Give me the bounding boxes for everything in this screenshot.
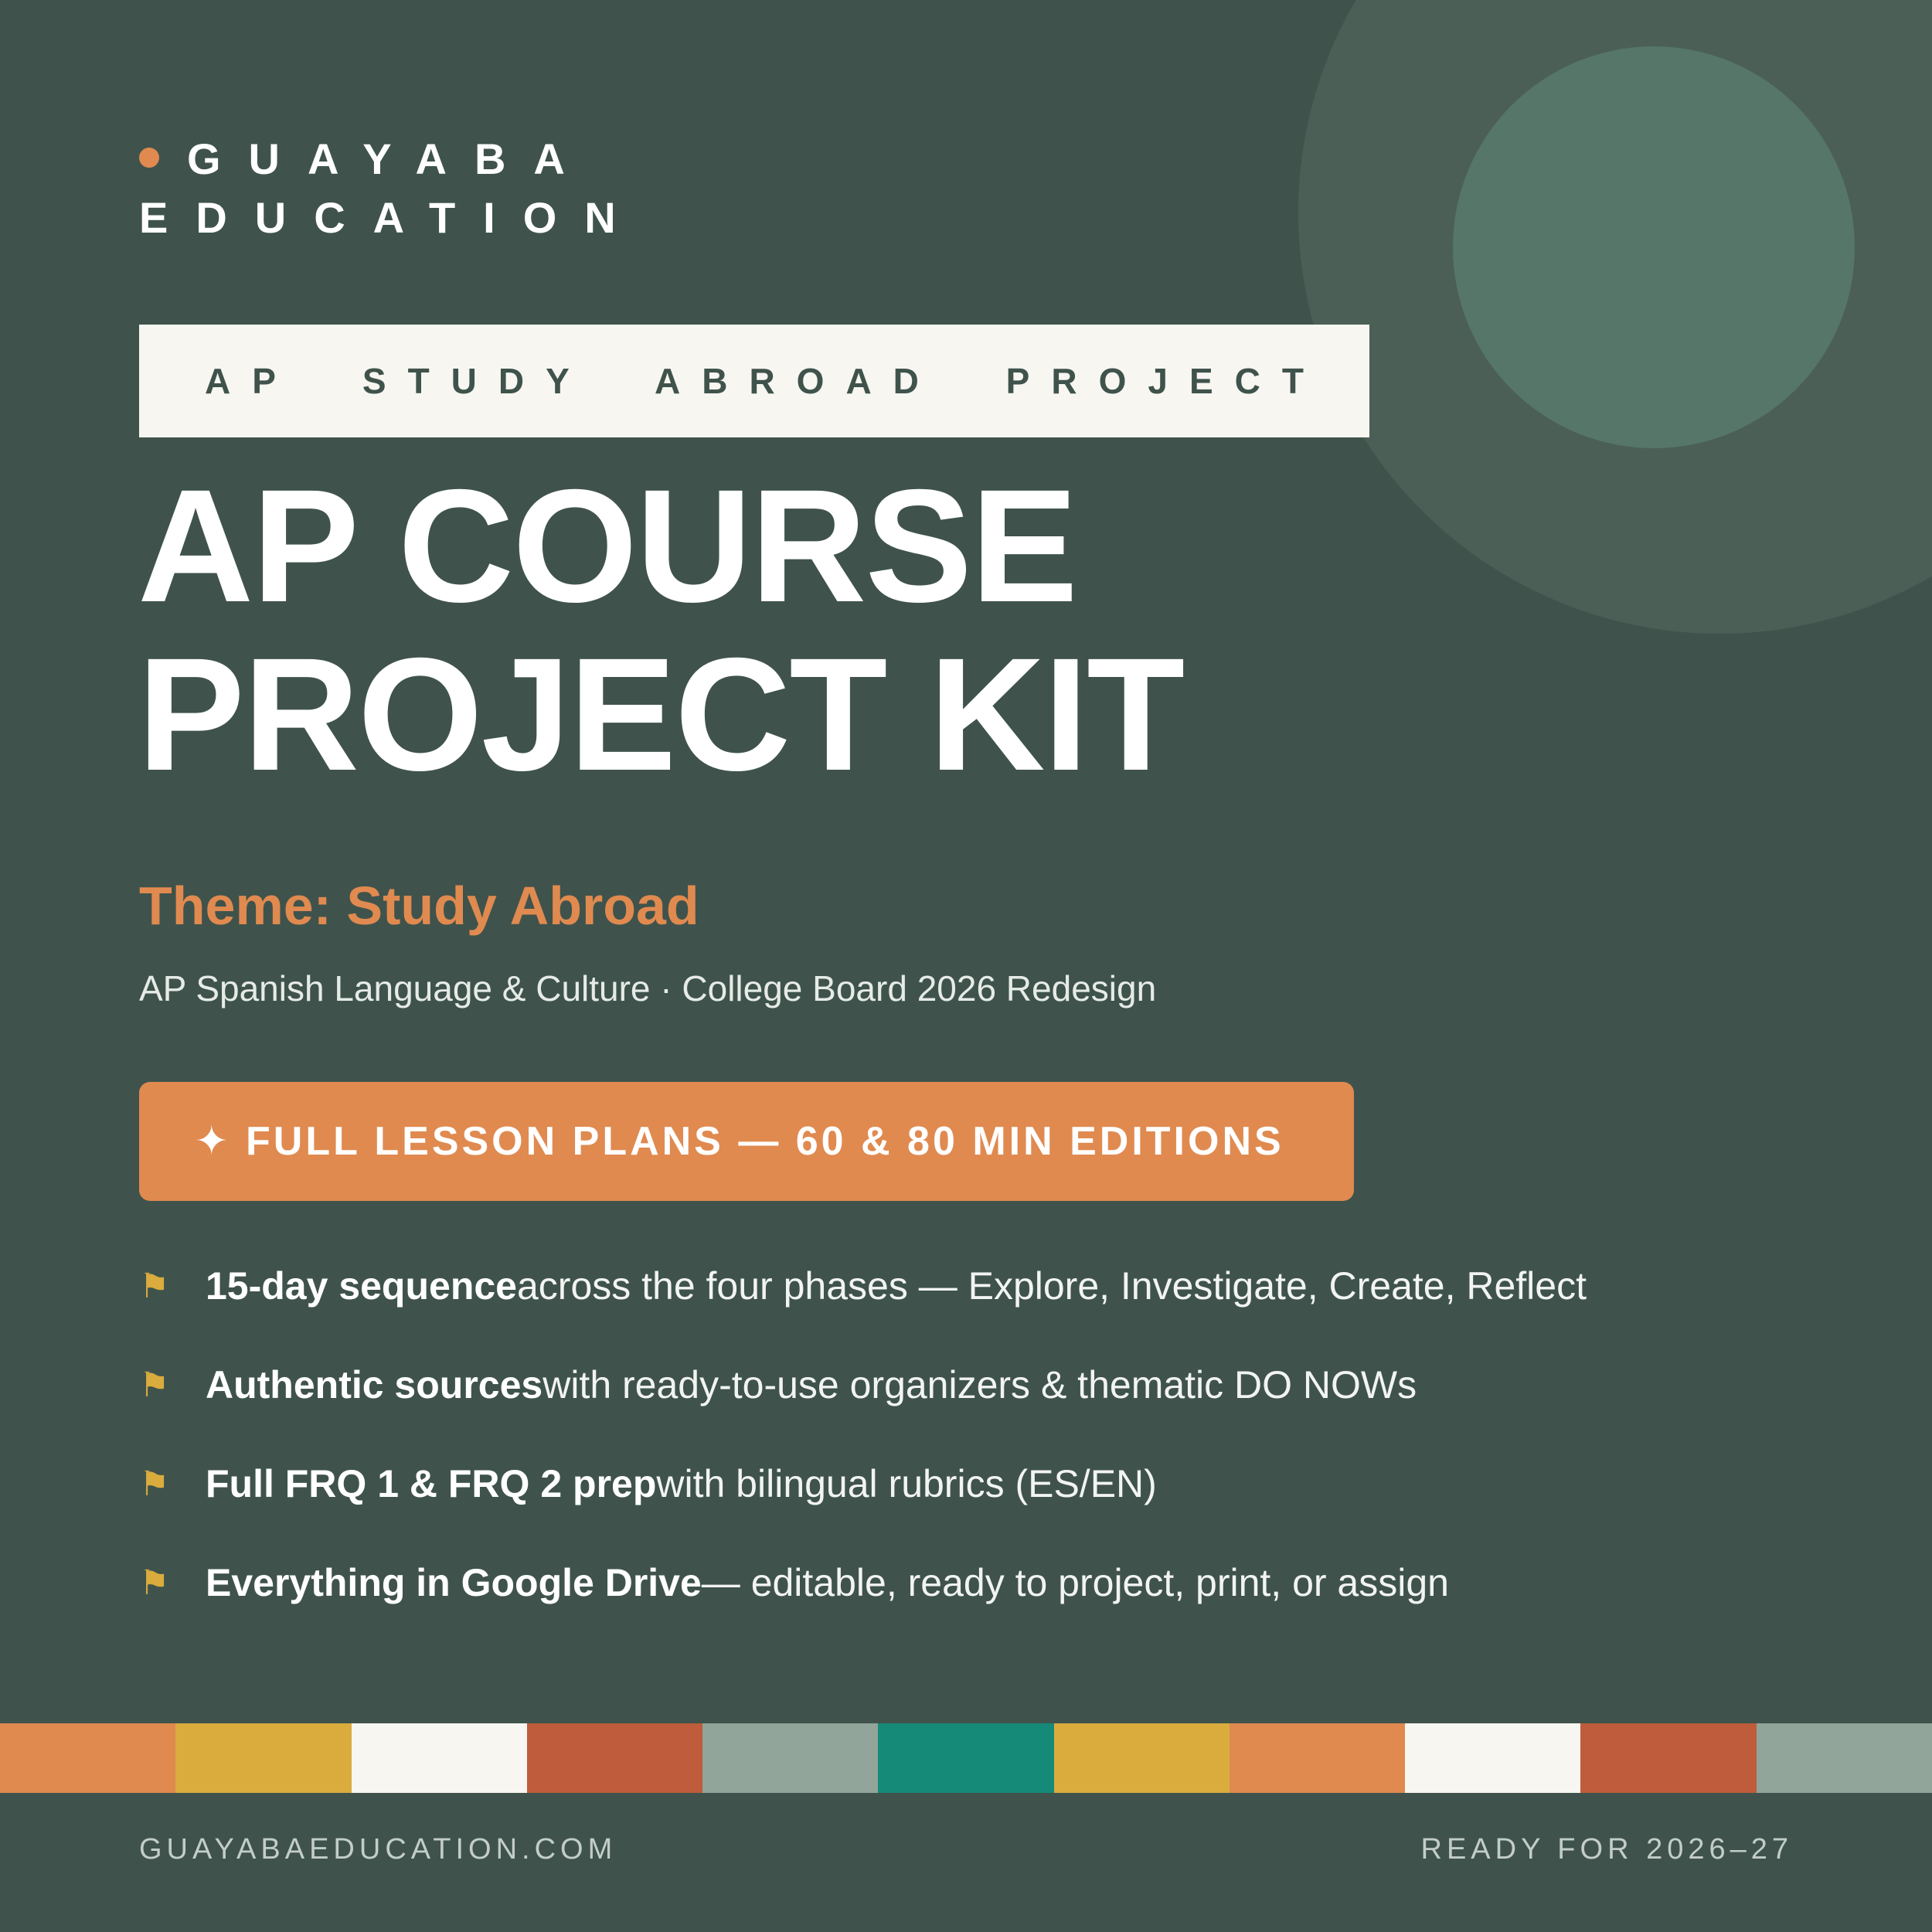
stripe-segment (352, 1723, 527, 1793)
stripe-segment (1757, 1723, 1932, 1793)
stripe-segment (1054, 1723, 1230, 1793)
stripe-segment (1405, 1723, 1580, 1793)
feature-bold-text: 15-day sequence (206, 1264, 517, 1308)
main-title (138, 457, 1184, 804)
lesson-plans-banner (139, 1082, 1354, 1201)
feature-list (139, 1236, 1587, 1632)
stripe-segment (702, 1723, 878, 1793)
decorative-inner-circle (1453, 46, 1855, 448)
project-label: AP STUDY ABROAD PROJECT (205, 361, 1325, 401)
project-label-bar (139, 325, 1369, 437)
feature-item (139, 1236, 1587, 1335)
brand-dot-icon (139, 148, 159, 168)
color-stripe (0, 1723, 1932, 1793)
feature-item (139, 1335, 1587, 1434)
feature-item (139, 1533, 1587, 1632)
website-link[interactable]: GUAYABAEDUCATION.COM (139, 1833, 617, 1866)
brand-name-line1: GUAYABA (187, 134, 593, 183)
stripe-segment (175, 1723, 351, 1793)
feature-rest-text: — editable, ready to project, print, or assign (701, 1561, 1449, 1604)
feature-bold-text: Full FRQ 1 & FRQ 2 prep (206, 1462, 657, 1505)
brand-logo (139, 130, 644, 247)
stripe-segment (878, 1723, 1053, 1793)
ready-label: READY FOR 2026–27 (1420, 1833, 1793, 1866)
feature-bold-text: Authentic sources (206, 1363, 543, 1406)
flag-icon: ⚑ (139, 1267, 170, 1305)
main-title-line2: PROJECT KIT (138, 625, 1184, 804)
main-title-line1: AP COURSE (138, 457, 1077, 636)
feature-item (139, 1434, 1587, 1533)
feature-rest-text: across the four phases — Explore, Investigate, Create, Reflect (516, 1264, 1587, 1308)
flag-icon: ⚑ (139, 1366, 170, 1404)
feature-rest-text: with bilingual rubrics (ES/EN) (656, 1462, 1157, 1505)
stripe-segment (1580, 1723, 1756, 1793)
flag-icon: ⚑ (139, 1464, 170, 1503)
feature-bold-text: Everything in Google Drive (206, 1561, 702, 1604)
lesson-plans-banner-label: ✦ FULL LESSON PLANS — 60 & 80 MIN EDITIONS (195, 1119, 1284, 1164)
stripe-segment (1230, 1723, 1405, 1793)
stripe-segment (0, 1723, 175, 1793)
stripe-segment (527, 1723, 702, 1793)
brand-name-line2: EDUCATION (139, 193, 644, 242)
course-subtitle: AP Spanish Language & Culture · College Board 2026 Redesign (139, 968, 1157, 1009)
flag-icon: ⚑ (139, 1563, 170, 1602)
theme-heading: Theme: Study Abroad (139, 876, 699, 936)
feature-rest-text: with ready-to-use organizers & thematic DO NOWs (543, 1363, 1417, 1406)
